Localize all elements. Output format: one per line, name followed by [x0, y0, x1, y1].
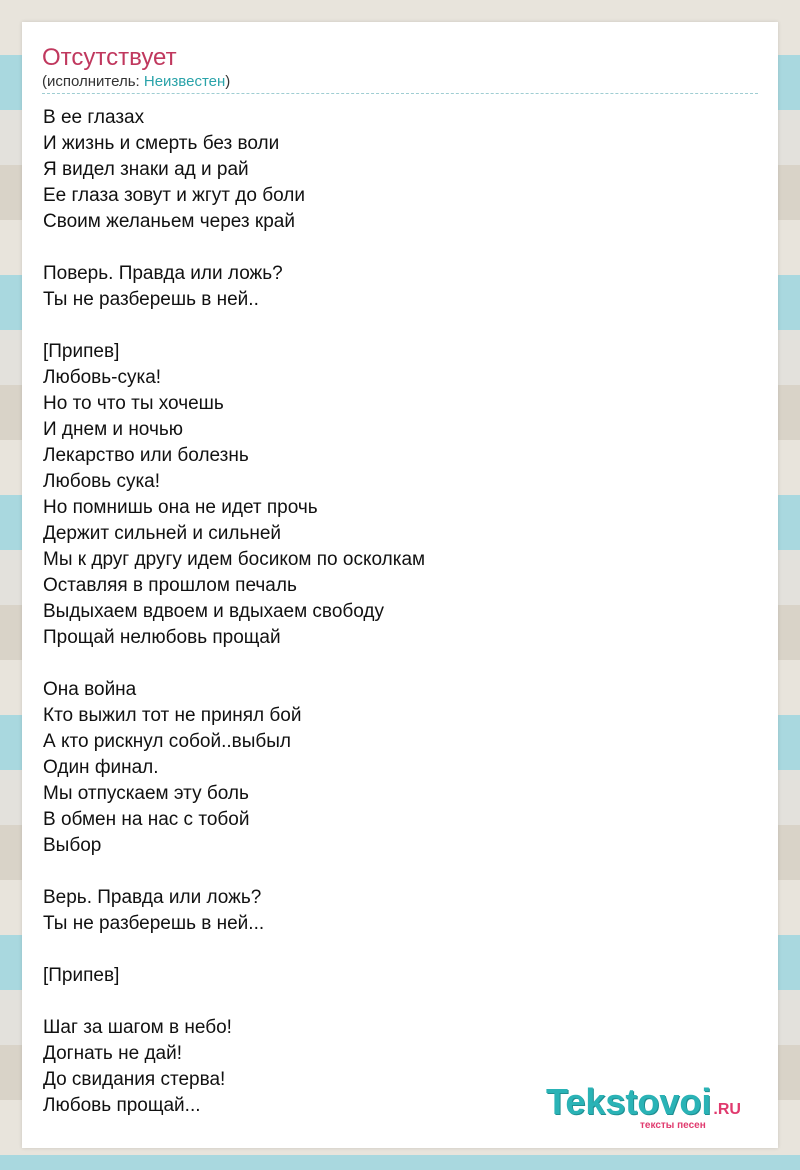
lyrics-card: [22, 22, 778, 1148]
lyrics-line: А кто рискнул собой..выбыл: [43, 731, 292, 752]
lyrics-line: Но помнишь она не идет прочь: [43, 497, 318, 518]
lyrics-blank-line: [43, 235, 743, 261]
artist-line: [42, 73, 230, 91]
lyrics-line: Лекарство или болезнь: [43, 445, 249, 466]
lyrics-line: И днем и ночью: [43, 419, 184, 440]
logo-tagline: тексты песен: [640, 1120, 706, 1131]
lyrics-line: Верь. Правда или ложь?: [43, 887, 262, 908]
lyrics-line: [Припев]: [43, 341, 120, 362]
lyrics-line: Любовь прощай...: [43, 1095, 201, 1116]
lyrics-line: Своим желаньем через край: [43, 211, 295, 232]
lyrics-line: Мы к друг другу идем босиком по осколкам: [43, 549, 426, 570]
artist-suffix: ): [225, 73, 231, 90]
lyrics-blank-line: [43, 989, 743, 1015]
lyrics-line: В обмен на нас с тобой: [43, 809, 250, 830]
lyrics-line: Любовь-сука!: [43, 367, 162, 388]
lyrics-line: Ты не разберешь в ней...: [43, 913, 265, 934]
lyrics-text: [43, 105, 743, 1119]
lyrics-line: Догнать не дай!: [43, 1043, 182, 1064]
lyrics-blank-line: [43, 937, 743, 963]
lyrics-line: Оставляя в прошлом печаль: [43, 575, 297, 596]
lyrics-line: Шаг за шагом в небо!: [43, 1017, 232, 1038]
lyrics-line: В ее глазах: [43, 107, 145, 128]
lyrics-line: Выбор: [43, 835, 102, 856]
lyrics-line: Я видел знаки ад и рай: [43, 159, 249, 180]
song-title: Отсутствует: [42, 44, 177, 71]
lyrics-line: Мы отпускаем эту боль: [43, 783, 249, 804]
lyrics-line: Держит сильней и сильней: [43, 523, 282, 544]
lyrics-line: Один финал.: [43, 757, 159, 778]
logo-name: Tekstovoi: [546, 1081, 712, 1122]
lyrics-blank-line: [43, 859, 743, 885]
lyrics-line: Ты не разберешь в ней..: [43, 289, 259, 310]
lyrics-line: Поверь. Правда или ложь?: [43, 263, 283, 284]
divider: [42, 93, 758, 94]
artist-prefix: (исполнитель:: [42, 73, 144, 90]
lyrics-blank-line: [43, 313, 743, 339]
lyrics-line: Она война: [43, 679, 137, 700]
lyrics-line: И жизнь и смерть без воли: [43, 133, 280, 154]
lyrics-line: Выдыхаем вдвоем и вдыхаем свободу: [43, 601, 384, 622]
artist-link[interactable]: Неизвестен: [143, 73, 226, 90]
lyrics-line: Ее глаза зовут и жгут до боли: [43, 185, 305, 206]
lyrics-line: Но то что ты хочешь: [43, 393, 224, 414]
lyrics-line: Любовь сука!: [43, 471, 161, 492]
logo-tld: .RU: [713, 1101, 741, 1118]
lyrics-line: Кто выжил тот не принял бой: [43, 705, 302, 726]
lyrics-blank-line: [43, 651, 743, 677]
lyrics-line: До свидания стерва!: [43, 1069, 226, 1090]
lyrics-line: Прощай нелюбовь прощай: [43, 627, 281, 648]
lyrics-line: [Припев]: [43, 965, 120, 986]
